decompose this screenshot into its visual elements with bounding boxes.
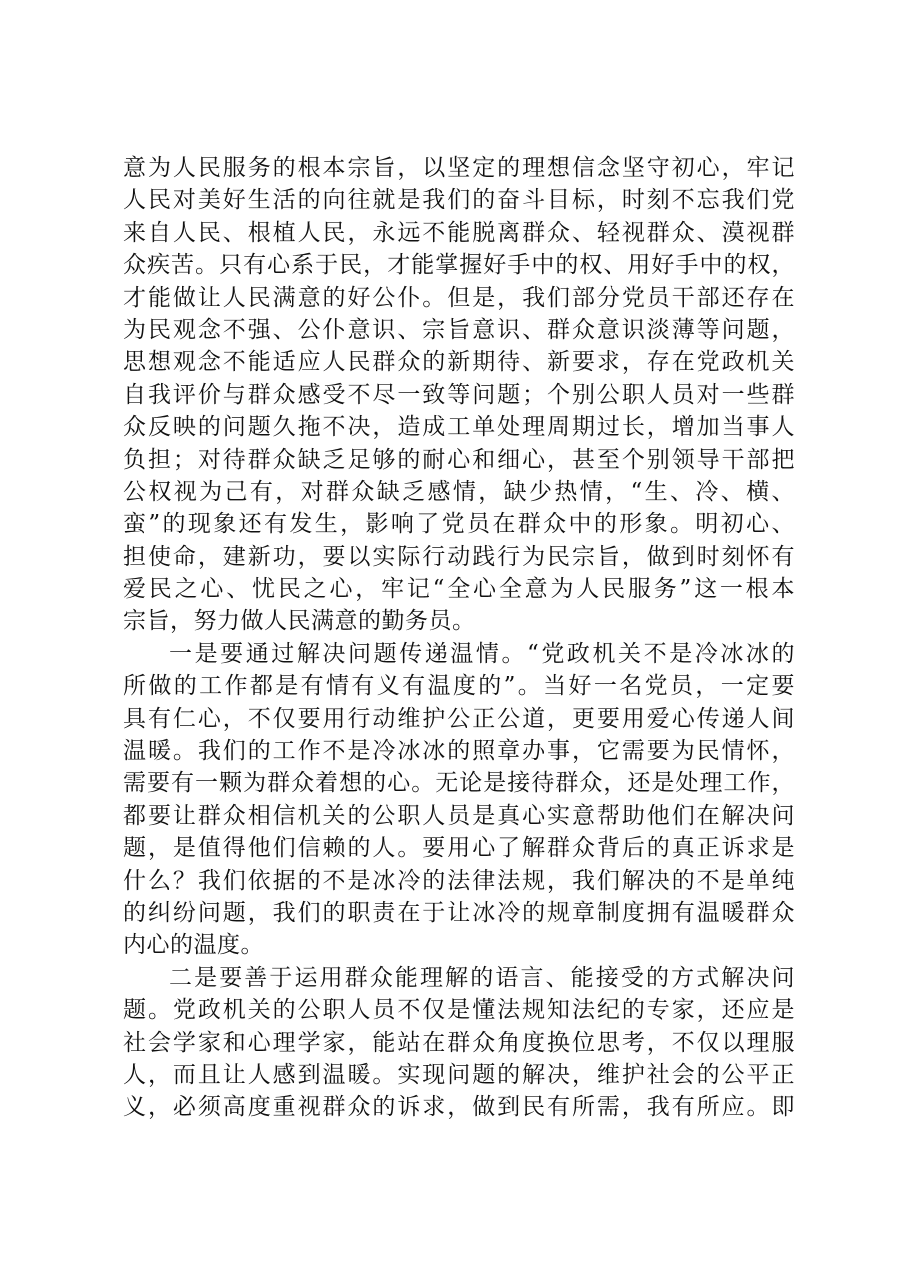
document-body: [123, 152, 795, 1124]
paragraph-3: [123, 962, 795, 1124]
text-line: 的纠纷问题，我们的职责在于让冰冷的规章制度拥有温暖群众: [123, 899, 795, 926]
text-line: 才能做让人民满意的好公仆。但是，我们部分党员干部还存在: [123, 284, 795, 311]
text-line: 内心的温度。: [123, 932, 264, 959]
text-line: 义，必须高度重视群众的诉求，做到民有所需，我有所应。即: [123, 1094, 795, 1121]
text-line: 负担；对待群众缺乏足够的耐心和细心，甚至个别领导干部把: [123, 446, 795, 473]
text-line: 具有仁心，不仅要用行动维护公正公道，更要用爱心传递人间: [123, 705, 795, 732]
text-line: 需要有一颗为群众着想的心。无论是接待群众，还是处理工作，: [123, 770, 795, 797]
text-line: 什么？我们依据的不是冰冷的法律法规，我们解决的不是单纯: [123, 867, 795, 894]
text-line: 意为人民服务的根本宗旨，以坚定的理想信念坚守初心，牢记: [123, 155, 795, 181]
text-line: 众疾苦。只有心系于民，才能掌握好手中的权、用好手中的权，: [123, 252, 795, 279]
text-line: 蛮”的现象还有发生，影响了党员在群众中的形象。明初心、: [123, 511, 795, 538]
text-line: 社会学家和心理学家，能站在群众角度换位思考，不仅以理服: [123, 1029, 795, 1056]
text-line: 众反映的问题久拖不决，造成工单处理周期过长，增加当事人: [123, 414, 795, 441]
text-line: 人，而且让人感到温暖。实现问题的解决，维护社会的公平正: [123, 1061, 795, 1088]
text-line: 思想观念不能适应人民群众的新期待、新要求，存在党政机关: [123, 349, 795, 376]
text-line: 所做的工作都是有情有义有温度的”。当好一名党员，一定要: [123, 673, 795, 700]
text-line: 二是要善于运用群众能理解的语言、能接受的方式解决问: [169, 964, 795, 991]
text-line: 担使命，建新功，要以实际行动践行为民宗旨，做到时刻怀有: [123, 543, 795, 570]
text-line: 爱民之心、忧民之心，牢记“全心全意为人民服务”这一根本: [123, 576, 795, 603]
text-line: 来自人民、根植人民，永远不能脱离群众、轻视群众、漠视群: [123, 219, 795, 246]
text-line: 一是要通过解决问题传递温情。“党政机关不是冷冰冰的: [169, 640, 795, 667]
text-line: 题，是值得他们信赖的人。要用心了解群众背后的真正诉求是: [123, 835, 795, 862]
text-line: 题。党政机关的公职人员不仅是懂法规知法纪的专家，还应是: [123, 997, 795, 1024]
text-line: 温暖。我们的工作不是冷冰冰的照章办事，它需要为民情怀，: [123, 738, 795, 765]
text-line: 宗旨，努力做人民满意的勤务员。: [123, 608, 476, 635]
text-line: 人民对美好生活的向往就是我们的奋斗目标，时刻不忘我们党: [123, 187, 795, 214]
paragraph-2: [123, 638, 795, 962]
paragraph-1: [123, 152, 795, 638]
text-line: 为民观念不强、公仆意识、宗旨意识、群众意识淡薄等问题，: [123, 316, 795, 343]
text-line: 都要让群众相信机关的公职人员是真心实意帮助他们在解决问: [123, 802, 795, 829]
text-line: 公权视为己有，对群众缺乏感情，缺少热情，“生、冷、横、: [123, 478, 795, 505]
text-line: 自我评价与群众感受不尽一致等问题；个别公职人员对一些群: [123, 381, 795, 408]
